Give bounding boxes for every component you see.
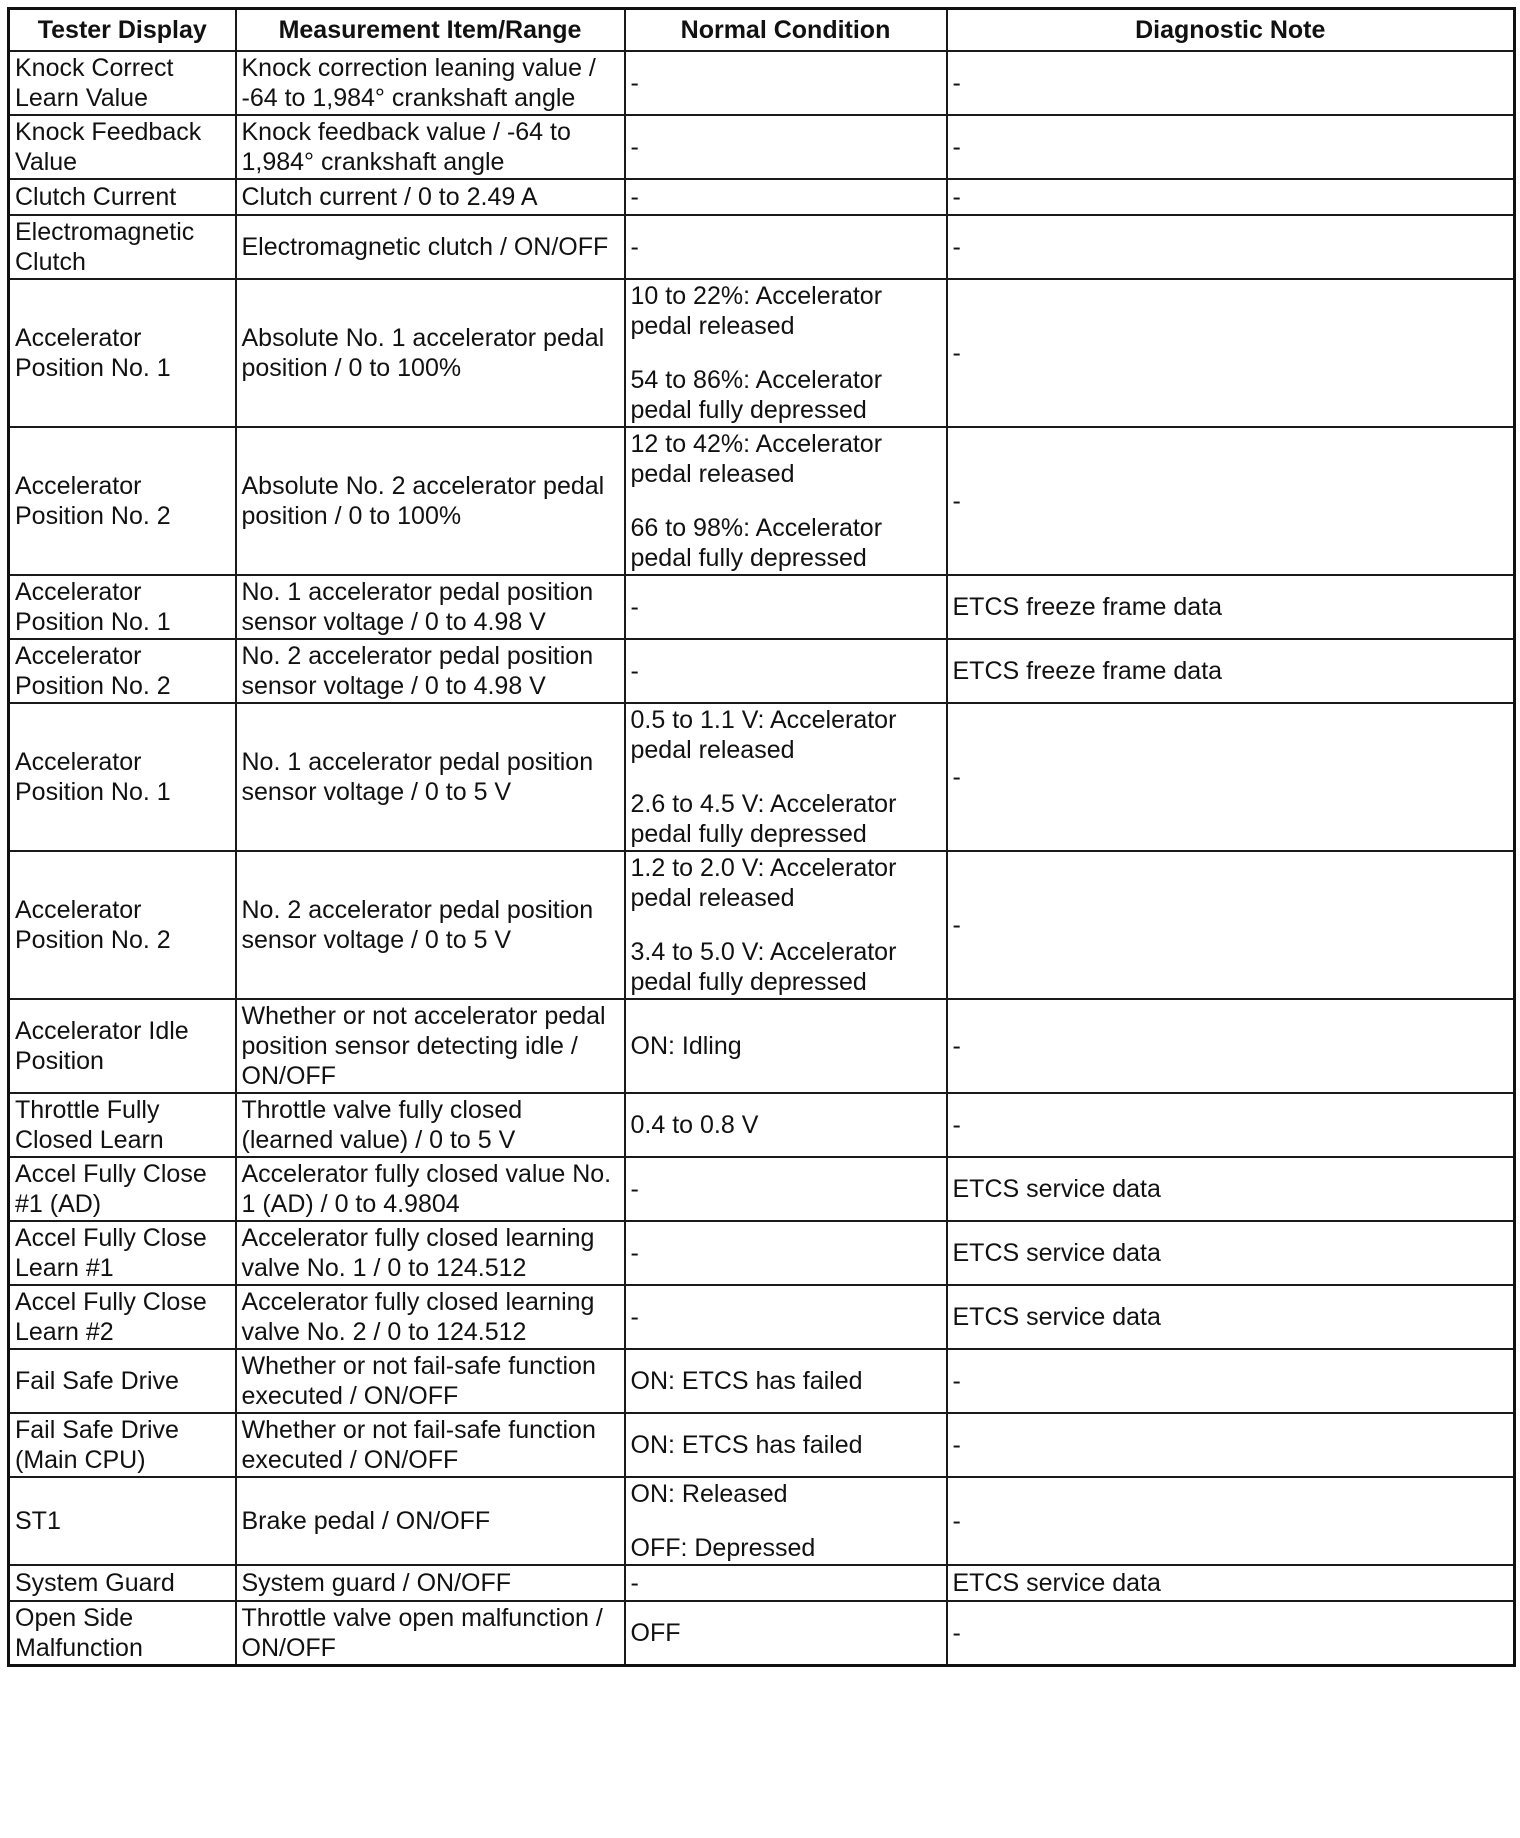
cell-tester-display: Throttle Fully Closed Learn xyxy=(9,1093,236,1157)
normal-condition-line: 66 to 98%: Accelerator pedal fully depressed xyxy=(630,514,883,572)
cell-measurement: No. 2 accelerator pedal position sensor voltage / 0 to 4.98 V xyxy=(236,639,625,703)
cell-measurement: Accelerator fully closed value No. 1 (AD) / 0 to 4.9804 xyxy=(236,1157,625,1221)
cell-tester-display: Knock Correct Learn Value xyxy=(9,51,236,115)
cell-normal-condition xyxy=(625,1157,947,1221)
cell-diagnostic-note: ETCS service data xyxy=(947,1565,1515,1601)
table-row xyxy=(9,639,1515,703)
paragraph-gap xyxy=(631,489,941,513)
cell-measurement: Throttle valve fully closed (learned value) / 0 to 5 V xyxy=(236,1093,625,1157)
cell-tester-display: Accelerator Position No. 1 xyxy=(9,703,236,851)
cell-normal-condition xyxy=(625,1093,947,1157)
cell-measurement: No. 2 accelerator pedal position sensor voltage / 0 to 5 V xyxy=(236,851,625,999)
table-row xyxy=(9,851,1515,999)
cell-tester-display: Knock Feedback Value xyxy=(9,115,236,179)
table-row xyxy=(9,427,1515,575)
header-normal-condition: Normal Condition xyxy=(625,9,947,52)
cell-tester-display: Accel Fully Close Learn #1 xyxy=(9,1221,236,1285)
cell-diagnostic-note: - xyxy=(947,703,1515,851)
cell-tester-display: Accelerator Position No. 1 xyxy=(9,279,236,427)
normal-condition-line: OFF: Depressed xyxy=(630,1534,816,1562)
data-list-table xyxy=(7,7,1516,1667)
cell-normal-condition xyxy=(625,427,947,575)
table-row xyxy=(9,703,1515,851)
cell-diagnostic-note: - xyxy=(947,1601,1515,1666)
cell-measurement: System guard / ON/OFF xyxy=(236,1565,625,1601)
table-row xyxy=(9,1601,1515,1666)
cell-tester-display: Clutch Current xyxy=(9,179,236,215)
normal-condition-line: ON: Idling xyxy=(630,1032,742,1060)
cell-measurement: Absolute No. 1 accelerator pedal position / 0 to 100% xyxy=(236,279,625,427)
table-row xyxy=(9,279,1515,427)
normal-condition-line: - xyxy=(630,1239,639,1267)
table-row xyxy=(9,1565,1515,1601)
cell-diagnostic-note: - xyxy=(947,179,1515,215)
cell-normal-condition xyxy=(625,51,947,115)
table-row xyxy=(9,115,1515,179)
normal-condition-line: 54 to 86%: Accelerator pedal fully depressed xyxy=(630,366,883,424)
cell-diagnostic-note: ETCS service data xyxy=(947,1221,1515,1285)
table-row xyxy=(9,1349,1515,1413)
cell-diagnostic-note: ETCS freeze frame data xyxy=(947,575,1515,639)
normal-condition-line: 0.5 to 1.1 V: Accelerator pedal released xyxy=(630,706,897,764)
cell-tester-display: Accelerator Position No. 2 xyxy=(9,639,236,703)
cell-diagnostic-note: - xyxy=(947,215,1515,279)
table-row xyxy=(9,179,1515,215)
normal-condition-line: - xyxy=(630,69,639,97)
normal-condition-line: - xyxy=(630,593,639,621)
normal-condition-line: - xyxy=(630,233,639,261)
cell-measurement: Throttle valve open malfunction / ON/OFF xyxy=(236,1601,625,1666)
cell-normal-condition xyxy=(625,1565,947,1601)
table-row xyxy=(9,575,1515,639)
table-row xyxy=(9,1477,1515,1565)
cell-diagnostic-note: - xyxy=(947,427,1515,575)
table-row xyxy=(9,51,1515,115)
cell-normal-condition xyxy=(625,703,947,851)
normal-condition-line: - xyxy=(630,1175,639,1203)
cell-normal-condition xyxy=(625,639,947,703)
normal-condition-line: 3.4 to 5.0 V: Accelerator pedal fully depressed xyxy=(630,938,897,996)
cell-diagnostic-note: - xyxy=(947,1093,1515,1157)
table-row xyxy=(9,1157,1515,1221)
cell-diagnostic-note: - xyxy=(947,51,1515,115)
cell-normal-condition xyxy=(625,1477,947,1565)
cell-tester-display: Accelerator Position No. 2 xyxy=(9,427,236,575)
cell-diagnostic-note: - xyxy=(947,851,1515,999)
cell-measurement: No. 1 accelerator pedal position sensor voltage / 0 to 5 V xyxy=(236,703,625,851)
cell-measurement: Clutch current / 0 to 2.49 A xyxy=(236,179,625,215)
cell-normal-condition xyxy=(625,215,947,279)
paragraph-gap xyxy=(631,341,941,365)
cell-measurement: Accelerator fully closed learning valve No. 1 / 0 to 124.512 xyxy=(236,1221,625,1285)
header-tester-display: Tester Display xyxy=(9,9,236,52)
cell-tester-display: Electromagnetic Clutch xyxy=(9,215,236,279)
normal-condition-line: 0.4 to 0.8 V xyxy=(630,1111,759,1139)
normal-condition-line: - xyxy=(630,1303,639,1331)
header-measurement: Measurement Item/Range xyxy=(236,9,625,52)
cell-normal-condition xyxy=(625,575,947,639)
cell-diagnostic-note: - xyxy=(947,1413,1515,1477)
cell-tester-display: Fail Safe Drive xyxy=(9,1349,236,1413)
normal-condition-line: 12 to 42%: Accelerator pedal released xyxy=(630,430,883,488)
cell-tester-display: Accelerator Position No. 1 xyxy=(9,575,236,639)
table-row xyxy=(9,999,1515,1093)
normal-condition-line: OFF xyxy=(630,1619,681,1647)
cell-normal-condition xyxy=(625,115,947,179)
cell-measurement: Absolute No. 2 accelerator pedal position / 0 to 100% xyxy=(236,427,625,575)
table-row xyxy=(9,1093,1515,1157)
cell-normal-condition xyxy=(625,279,947,427)
cell-measurement: Whether or not accelerator pedal position sensor detecting idle / ON/OFF xyxy=(236,999,625,1093)
cell-diagnostic-note: ETCS service data xyxy=(947,1157,1515,1221)
cell-tester-display: System Guard xyxy=(9,1565,236,1601)
normal-condition-line: 2.6 to 4.5 V: Accelerator pedal fully depressed xyxy=(630,790,897,848)
cell-normal-condition xyxy=(625,999,947,1093)
cell-diagnostic-note: - xyxy=(947,1477,1515,1565)
normal-condition-line: - xyxy=(630,183,639,211)
normal-condition-line: 1.2 to 2.0 V: Accelerator pedal released xyxy=(630,854,897,912)
cell-normal-condition xyxy=(625,1349,947,1413)
table-row xyxy=(9,1221,1515,1285)
cell-measurement: Whether or not fail-safe function executed / ON/OFF xyxy=(236,1413,625,1477)
cell-normal-condition xyxy=(625,1285,947,1349)
cell-measurement: Accelerator fully closed learning valve No. 2 / 0 to 124.512 xyxy=(236,1285,625,1349)
table-header-row xyxy=(9,9,1515,52)
cell-tester-display: ST1 xyxy=(9,1477,236,1565)
cell-normal-condition xyxy=(625,1413,947,1477)
cell-diagnostic-note: ETCS freeze frame data xyxy=(947,639,1515,703)
paragraph-gap xyxy=(631,1509,941,1533)
cell-diagnostic-note: - xyxy=(947,115,1515,179)
cell-measurement: No. 1 accelerator pedal position sensor voltage / 0 to 4.98 V xyxy=(236,575,625,639)
cell-normal-condition xyxy=(625,1601,947,1666)
table-row xyxy=(9,1285,1515,1349)
cell-diagnostic-note: - xyxy=(947,1349,1515,1413)
normal-condition-line: - xyxy=(630,657,639,685)
cell-measurement: Knock correction leaning value / -64 to 1,984° crankshaft angle xyxy=(236,51,625,115)
normal-condition-line: 10 to 22%: Accelerator pedal released xyxy=(630,282,883,340)
cell-normal-condition xyxy=(625,1221,947,1285)
paragraph-gap xyxy=(631,913,941,937)
cell-diagnostic-note: - xyxy=(947,999,1515,1093)
table-row xyxy=(9,1413,1515,1477)
cell-normal-condition xyxy=(625,851,947,999)
cell-diagnostic-note: ETCS service data xyxy=(947,1285,1515,1349)
header-diagnostic-note: Diagnostic Note xyxy=(947,9,1515,52)
normal-condition-line: ON: ETCS has failed xyxy=(630,1431,863,1459)
table-row xyxy=(9,215,1515,279)
cell-tester-display: Fail Safe Drive (Main CPU) xyxy=(9,1413,236,1477)
normal-condition-line: - xyxy=(630,133,639,161)
table-body xyxy=(9,51,1515,1666)
paragraph-gap xyxy=(631,765,941,789)
cell-measurement: Electromagnetic clutch / ON/OFF xyxy=(236,215,625,279)
normal-condition-line: ON: ETCS has failed xyxy=(630,1367,863,1395)
cell-tester-display: Open Side Malfunction xyxy=(9,1601,236,1666)
cell-tester-display: Accel Fully Close #1 (AD) xyxy=(9,1157,236,1221)
cell-normal-condition xyxy=(625,179,947,215)
normal-condition-line: - xyxy=(630,1569,639,1597)
cell-diagnostic-note: - xyxy=(947,279,1515,427)
normal-condition-line: ON: Released xyxy=(630,1480,788,1508)
cell-measurement: Knock feedback value / -64 to 1,984° crankshaft angle xyxy=(236,115,625,179)
cell-measurement: Brake pedal / ON/OFF xyxy=(236,1477,625,1565)
cell-tester-display: Accelerator Position No. 2 xyxy=(9,851,236,999)
cell-tester-display: Accelerator Idle Position xyxy=(9,999,236,1093)
cell-tester-display: Accel Fully Close Learn #2 xyxy=(9,1285,236,1349)
spec-table-container xyxy=(7,7,1516,1667)
cell-measurement: Whether or not fail-safe function executed / ON/OFF xyxy=(236,1349,625,1413)
